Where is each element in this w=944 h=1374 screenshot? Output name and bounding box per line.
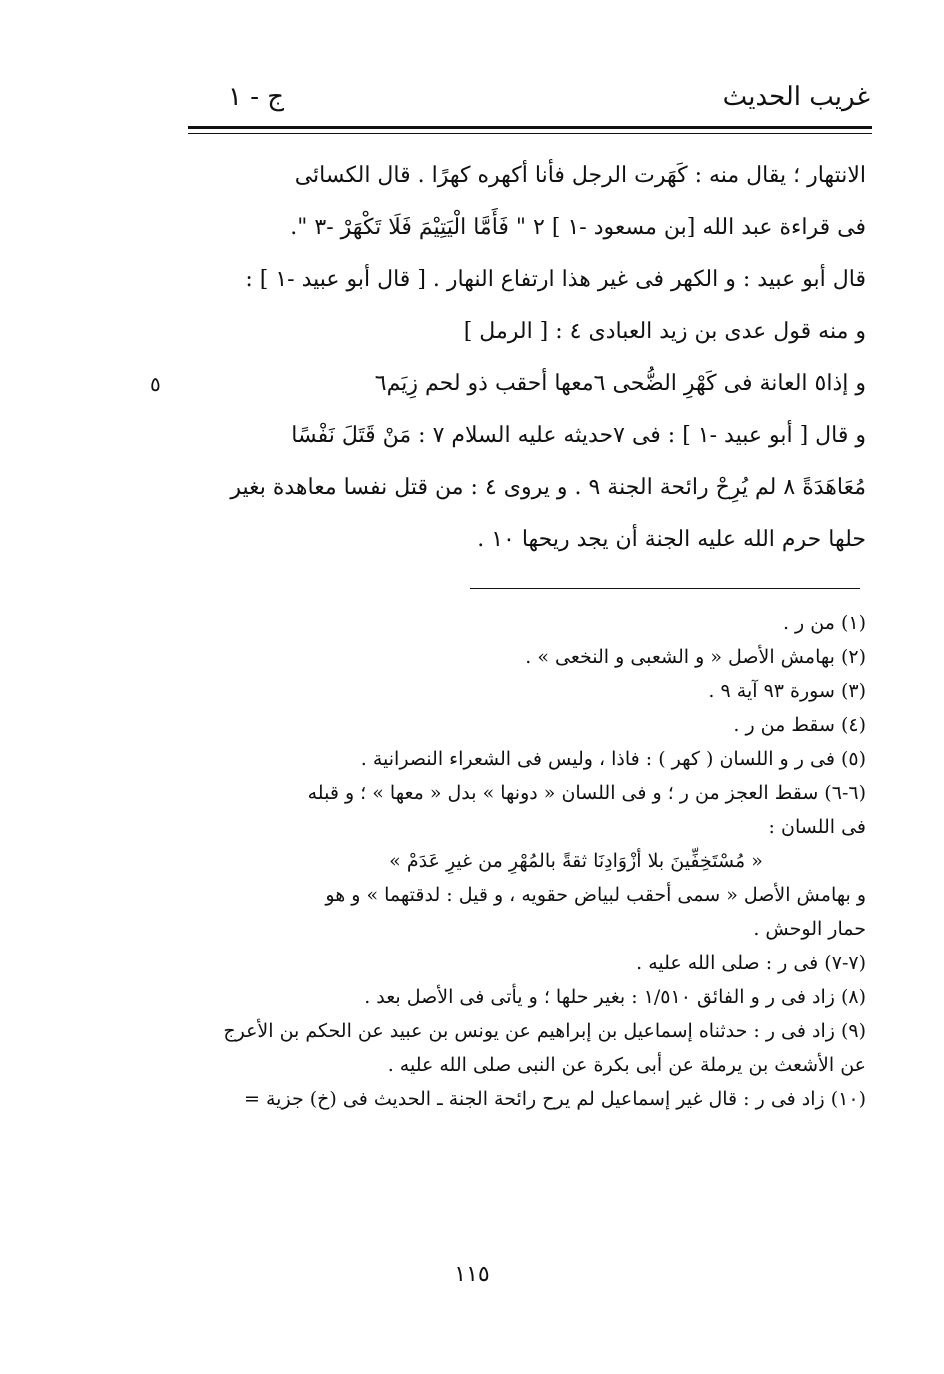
text-line: فى قراءة عبد الله [بن مسعود -١ ] ٢ " فَأَمَّا الْيَتِيْمَ فَلَا تَكْهَرْ -٣ ". [290,215,866,240]
main-text [150,150,866,566]
page-header [190,82,870,122]
footnote: (٧-٧) فى ر : صلى الله عليه . [636,952,866,974]
footnote-verse: « مُسْتَخِفِّينَ بلا أزْوَادِنَا ثقةً بالمُهْرِ من غيرِ عَدَمْ » [389,850,763,872]
footnote: (٣) سورة ٩٣ آية ٩ . [708,680,866,702]
header-rule-thin [188,133,872,134]
footnote-continuation: فى اللسان : [768,816,866,838]
footnote: (٤) سقط من ر . [733,714,866,736]
footnote: (٢) بهامش الأصل « و الشعبى و النخعى » . [525,646,866,668]
line-number-marker: ٥ [150,372,161,396]
footnote-continuation: حمار الوحش . [753,918,866,940]
poem-verse-line [150,358,866,410]
text-line: قال أبو عبيد : و الكهر فى غير هذا ارتفاع النهار . [ قال أبو عبيد -١ ] : [245,267,866,292]
footnote: (٦-٦) سقط العجز من ر ؛ و فى اللسان « دونها » بدل « معها » ؛ و قبله [307,782,866,804]
footnote: (٩) زاد فى ر : حدثناه إسماعيل بن إبراهيم عن يونس بن عبيد عن الحكم بن الأعرج [223,1020,866,1042]
text-line: مُعَاهَدَةً ٨ لم يُرِحْ رائحة الجنة ٩ . و يروى ٤ : من قتل نفسا معاهدة بغير [230,475,866,500]
footnote-continuation: و بهامش الأصل « سمى أحقب لبياض حقويه ، و قيل : لدقتهما » و هو [325,884,866,906]
footnotes [166,606,866,1116]
text-line: و منه قول عدى بن زيد العبادى ٤ : [ الرمل ] [463,319,866,344]
footnote: (١٠) زاد فى ر : قال غير إسماعيل لم يرح رائحة الجنة ـ الحديث فى (خ) جزية = [244,1088,866,1110]
footnote-separator [470,588,860,589]
volume-label: ج - ١ [228,82,285,112]
text-line: حلها حرم الله عليه الجنة أن يجد ريحها ١٠ . [477,527,866,552]
footnote: (١) من ر . [782,612,866,634]
text-line: و قال [ أبو عبيد -١ ] : فى ٧حديثه عليه السلام ٧ : مَنْ قَتَلَ نَفْسًا [291,423,866,448]
running-title: غريب الحديث [722,82,870,112]
footnote: (٨) زاد فى ر و الفائق ١/٥١٠ : بغير حلها ؛ و يأتى فى الأصل بعد . [364,986,866,1008]
poem-verse-text: و إذا٥ العانة فى كَهْرِ الضُّحى ٦معها أحقب ذو لحم زِيَم٦ [374,371,866,396]
footnote-continuation: عن الأشعث بن يرملة عن أبى بكرة عن النبى صلى الله عليه . [387,1054,866,1076]
page-number: ١١٥ [454,1262,490,1287]
text-line: الانتهار ؛ يقال منه : كَهَرت الرجل فأنا أكهره كهرًا . قال الكسائى [294,163,866,188]
header-rule-thick [188,126,872,129]
footnote: (٥) فى ر و اللسان ( كهر ) : فاذا ، وليس فى الشعراء النصرانية . [360,748,866,770]
